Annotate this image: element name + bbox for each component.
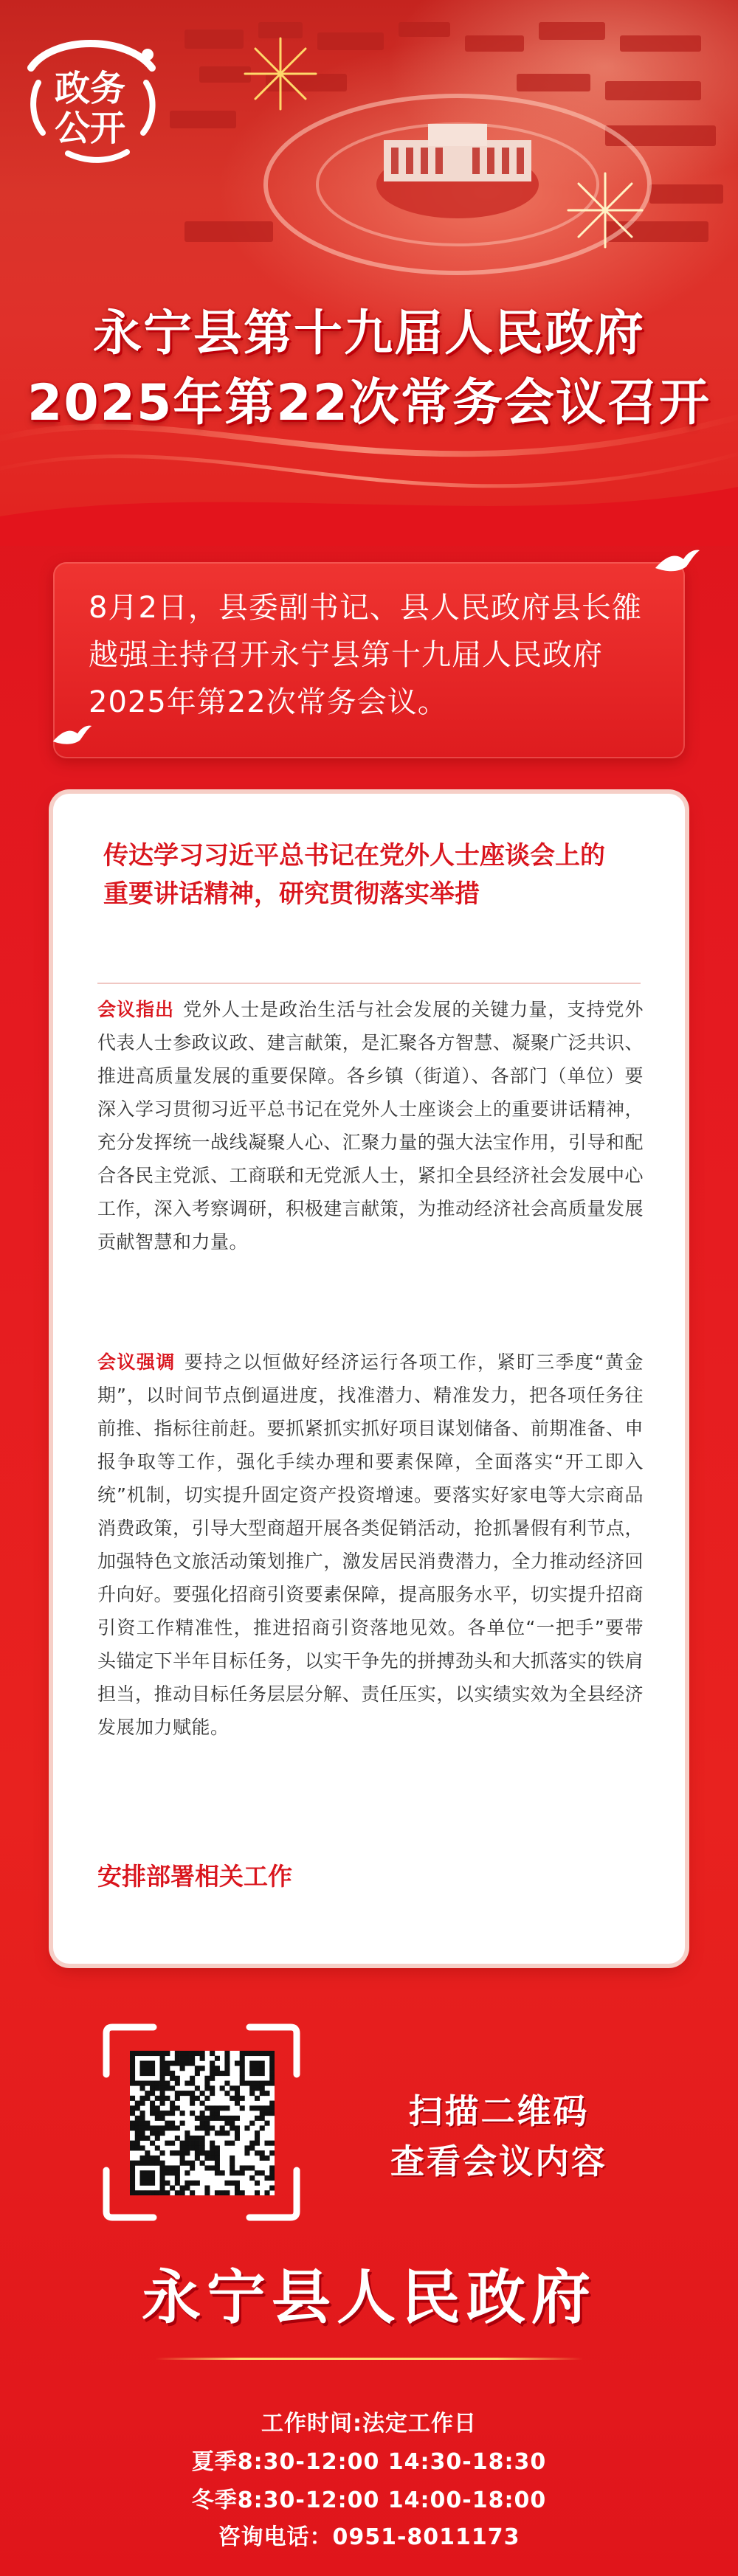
qr-code-icon[interactable] <box>130 2051 275 2195</box>
paragraph-body: 党外人士是政治生活与社会发展的关键力量，支持党外代表人士参政议政、建言献策，是汇聚各方智慧、凝聚广泛共识、推进高质量发展的重要保障。各乡镇（街道）、各部门（单位）要深入学习贯彻习近平总书记在党外人士座谈会上的重要讲话精神，充分发挥统一战线凝聚人心、汇聚力量的强大法宝作用，引导和配合各民主党派、工商联和无党派人士，紧扣全县经济社会发展中心工作，深入考察调研，积极建言献策，为推动经济社会高质量发展贡献智慧和力量。 <box>97 999 644 1253</box>
summary-text: 8月2日，县委副书记、县人民政府县长雒越强主持召开永宁县第十九届人民政府2025年第22次常务会议。 <box>89 591 642 719</box>
paragraph-lead: 会议指出 <box>97 999 175 1020</box>
gold-divider <box>155 2358 583 2360</box>
view-meeting-text: 查看会议内容 <box>390 2142 607 2181</box>
winter-hours: 冬季8:30-12:00 14:00-18:00 <box>191 2487 547 2513</box>
content-card <box>53 794 685 1964</box>
summary-box <box>53 562 685 758</box>
svg-text:公开: 公开 <box>54 108 126 149</box>
government-building <box>384 124 531 181</box>
paragraph-meeting-points <box>97 993 644 1258</box>
divider <box>97 983 641 984</box>
scan-qr-text: 扫描二维码 <box>408 2091 590 2131</box>
dove-icon <box>654 547 701 577</box>
dove-icon <box>52 723 93 749</box>
headline-line-2: 2025年第22次常务会议召开 <box>27 374 711 432</box>
headline-line-1: 永宁县第十九届人民政府 <box>93 305 645 361</box>
contact-phone: 咨询电话：0951-8011173 <box>218 2524 520 2550</box>
working-hours: 工作时间:法定工作日 <box>261 2411 477 2437</box>
government-name: 永宁县人民政府 <box>142 2262 596 2332</box>
svg-text:政务: 政务 <box>54 68 126 109</box>
card-title: 传达学习习近平总书记在党外人士座谈会上的重要讲话精神，研究贯彻落实举措 <box>103 841 605 909</box>
paragraph-meeting-emphasis <box>97 1346 644 1744</box>
firework-icon <box>568 173 642 247</box>
paragraph-body: 要持之以恒做好经济运行各项工作，紧盯三季度“黄金期”，以时间节点倒逼进度，找准潜力、精准发力，把各项任务往前推、指标往前赶。要抓紧抓实抓好项目谋划储备、前期准备、申报争取等工作，强化手续办理和要素保障，全面落实“开工即入统”机制，切实提升固定资产投资增速。要落实好家电等大宗商品消费政策，引导大型商超开展各类促销活动，抢抓暑假有利节点，加强特色文旅活动策划推广，激发居民消费潜力，全力推动经济回升向好。要强化招商引资要素保障，提高服务水平，切实提升招商引资工作精准性，推进招商引资落地见效。各单位“一把手”要带头锚定下半年目标任务，以实干争先的拼搏劲头和大抓落实的铁肩担当，推动目标任务层层分解、责任压实，以实绩实效为全县经济发展加力赋能。 <box>97 1351 644 1738</box>
paragraph-lead: 会议强调 <box>97 1351 176 1373</box>
hero-banner <box>0 0 738 546</box>
gov-affairs-logo <box>16 22 164 170</box>
firework-icon <box>245 38 316 109</box>
section-heading: 安排部署相关工作 <box>97 1862 292 1891</box>
summer-hours: 夏季8:30-12:00 14:30-18:30 <box>191 2449 547 2475</box>
